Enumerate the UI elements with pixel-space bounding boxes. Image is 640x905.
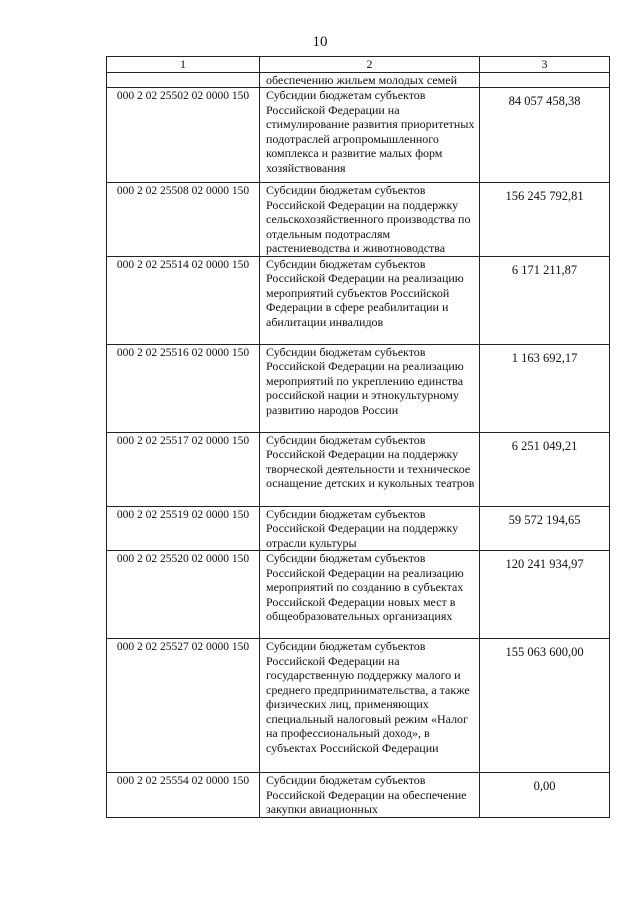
continuation-code-cell <box>107 72 260 88</box>
budget-code: 000 2 02 25516 02 0000 150 <box>107 344 260 432</box>
row-description: Субсидии бюджетам субъектов Российской Федерации на реализацию мероприятий по созданию в субъектах Российской Федерации новых мест в общеобразовательных организациях <box>260 551 480 639</box>
table-header-row <box>107 57 610 73</box>
table-row <box>107 551 610 639</box>
table-row <box>107 773 610 818</box>
continuation-row <box>107 72 610 88</box>
row-description: Субсидии бюджетам субъектов Российской Федерации на реализацию мероприятий субъектов Российской Федерации в сфере реабилитации и абилитации инвалидов <box>260 256 480 344</box>
budget-code: 000 2 02 25527 02 0000 150 <box>107 639 260 773</box>
budget-code: 000 2 02 25502 02 0000 150 <box>107 88 260 183</box>
row-description: Субсидии бюджетам субъектов Российской Федерации на обеспечение закупки авиационных <box>260 773 480 818</box>
row-amount: 155 063 600,00 <box>480 639 610 773</box>
row-amount: 84 057 458,38 <box>480 88 610 183</box>
row-description: Субсидии бюджетам субъектов Российской Федерации на государственную поддержку малого и среднего предпринимательства, а также физических лиц, применяющих специальный налоговый режим «Налог на профессиональный доход», в субъектах Российской Федерации <box>260 639 480 773</box>
budget-code: 000 2 02 25508 02 0000 150 <box>107 183 260 257</box>
row-description: Субсидии бюджетам субъектов Российской Федерации на поддержку сельскохозяйственного производства по отдельным подотраслям растениеводства и животноводства <box>260 183 480 257</box>
table-row <box>107 183 610 257</box>
row-amount: 1 163 692,17 <box>480 344 610 432</box>
row-description: Субсидии бюджетам субъектов Российской Федерации на поддержку отрасли культуры <box>260 506 480 551</box>
table-row <box>107 344 610 432</box>
row-description: Субсидии бюджетам субъектов Российской Федерации на реализацию мероприятий по укреплению единства российской нации и этнокультурному развитию народов России <box>260 344 480 432</box>
column-header-2: 2 <box>260 57 480 73</box>
row-amount: 59 572 194,65 <box>480 506 610 551</box>
column-header-1: 1 <box>107 57 260 73</box>
continuation-description: обеспечению жильем молодых семей <box>260 72 480 88</box>
page-number: 10 <box>312 34 328 50</box>
continuation-amount-cell <box>480 72 610 88</box>
budget-code: 000 2 02 25517 02 0000 150 <box>107 432 260 506</box>
table-row <box>107 639 610 773</box>
row-amount: 6 171 211,87 <box>480 256 610 344</box>
row-amount: 120 241 934,97 <box>480 551 610 639</box>
row-amount: 0,00 <box>480 773 610 818</box>
budget-code: 000 2 02 25519 02 0000 150 <box>107 506 260 551</box>
column-header-3: 3 <box>480 57 610 73</box>
budget-code: 000 2 02 25554 02 0000 150 <box>107 773 260 818</box>
row-description: Субсидии бюджетам субъектов Российской Федерации на поддержку творческой деятельности и техническое оснащение детских и кукольных театров <box>260 432 480 506</box>
table-row <box>107 506 610 551</box>
row-amount: 156 245 792,81 <box>480 183 610 257</box>
table-row <box>107 432 610 506</box>
row-amount: 6 251 049,21 <box>480 432 610 506</box>
budget-code: 000 2 02 25520 02 0000 150 <box>107 551 260 639</box>
budget-code: 000 2 02 25514 02 0000 150 <box>107 256 260 344</box>
budget-table <box>106 56 610 818</box>
table-row <box>107 256 610 344</box>
table-row <box>107 88 610 183</box>
row-description: Субсидии бюджетам субъектов Российской Федерации на стимулирование развития приоритетных подотраслей агропромышленного комплекса и развитие малых форм хозяйствования <box>260 88 480 183</box>
